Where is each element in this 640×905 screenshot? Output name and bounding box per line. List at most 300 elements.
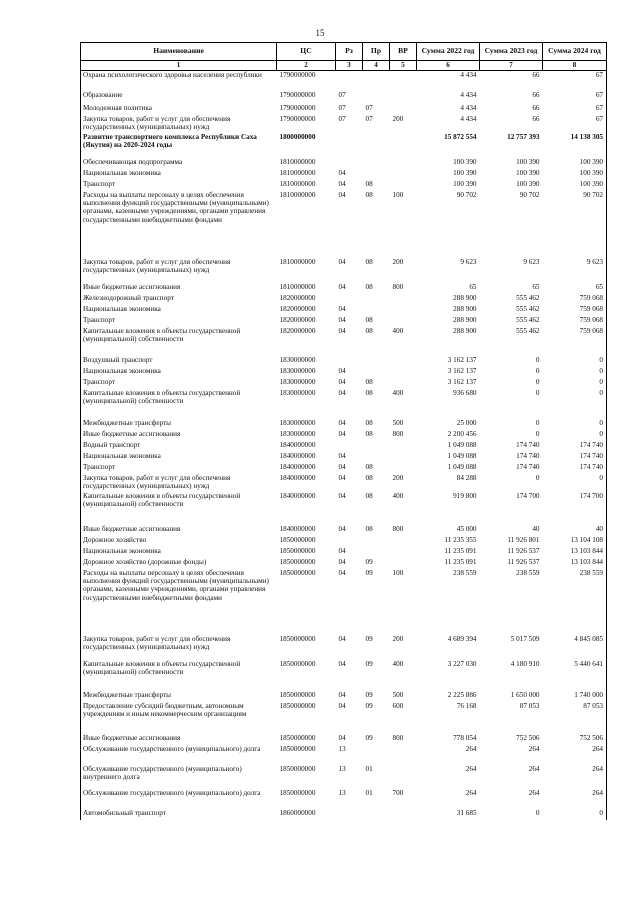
cell-sum-2024: 174 740: [543, 463, 607, 474]
cell-sum-2023: 264: [528, 764, 540, 773]
cell-vr: [390, 158, 417, 169]
column-number: 8: [543, 61, 607, 71]
cell-pr: 08: [365, 377, 373, 386]
table-row: [81, 158, 607, 169]
cell-name: Автомобильный транспорт: [81, 809, 277, 820]
cell-cs: 1810000000: [279, 257, 316, 266]
cell-pr: [363, 169, 390, 180]
table-row: [81, 789, 607, 809]
cell-cs: 1850000000: [279, 535, 316, 544]
cell-cs: 1820000000: [279, 304, 316, 313]
cell-name: Дорожное хозяйство: [81, 536, 277, 547]
cell-sum-2022: 3 162 137: [447, 355, 477, 364]
cell-cs: 1790000000: [279, 71, 316, 79]
table-row: [81, 452, 607, 463]
cell-sum-2022: 3 227 030: [447, 659, 477, 668]
cell-sum-2024: 0: [543, 430, 607, 441]
cell-pr: 08: [365, 282, 373, 291]
cell-sum-2023: 174 740: [516, 451, 540, 460]
cell-sum-2024: 1 740 000: [543, 691, 607, 702]
cell-sum-2023: 752 506: [516, 733, 540, 742]
table-row: [81, 356, 607, 367]
cell-pr: [363, 809, 390, 820]
cell-sum-2022: 264: [465, 788, 477, 797]
cell-rz: 04: [338, 524, 346, 533]
cell-name: Расходы на выплаты персоналу в целях обеспечения выполнения функций государственными (муниципальными) органами, казенными учреждениями, органами управления государственными внебюджетными фондами: [81, 569, 277, 635]
cell-pr: 07: [365, 103, 373, 112]
cell-sum-2023: 0: [535, 429, 540, 438]
cell-name: Закупка товаров, работ и услуг для обеспечения государственных (муниципальных) нужд: [81, 474, 277, 492]
table-row: [81, 547, 607, 558]
cell-sum-2024: 90 702: [543, 191, 607, 258]
cell-sum-2024: 67: [543, 104, 607, 115]
cell-name: Капитальные вложения в объекты государственной (муниципальной) собственности: [81, 660, 277, 691]
cell-sum-2022: 2 200 456: [447, 429, 477, 438]
cell-sum-2023: 0: [535, 366, 540, 375]
cell-sum-2024: 4 845 085: [543, 635, 607, 660]
cell-sum-2022: 11 235 355: [444, 535, 477, 544]
cell-sum-2024: 174 740: [543, 441, 607, 452]
cell-pr: 08: [365, 462, 373, 471]
cell-sum-2022: 288 900: [453, 326, 477, 335]
cell-name: Капитальные вложения в объекты государственной (муниципальной) собственности: [81, 389, 277, 419]
cell-rz: 04: [338, 568, 346, 577]
cell-rz: [336, 71, 363, 91]
cell-rz: 13: [338, 744, 346, 753]
cell-cs: 1800000000: [279, 132, 316, 141]
table-row: [81, 115, 607, 133]
header-row: [81, 43, 607, 61]
cell-cs: 1810000000: [279, 157, 316, 166]
cell-vr: [390, 180, 417, 191]
cell-vr: 500: [392, 690, 404, 699]
cell-sum-2023: 555 462: [516, 293, 540, 302]
cell-pr: [363, 356, 390, 367]
cell-cs: 1820000000: [279, 315, 316, 324]
cell-sum-2022: 1 049 088: [447, 462, 477, 471]
cell-cs: 1790000000: [279, 103, 316, 112]
table-row: [81, 536, 607, 547]
header-sum-2024: Сумма 2024 год: [543, 43, 607, 61]
cell-rz: [336, 536, 363, 547]
cell-sum-2022: 778 054: [453, 733, 477, 742]
cell-sum-2024: 14 138 305: [543, 133, 607, 158]
cell-pr: [363, 91, 390, 104]
cell-pr: 08: [365, 473, 373, 482]
cell-sum-2023: 9 623: [523, 257, 540, 266]
cell-sum-2022: 9 623: [460, 257, 477, 266]
cell-cs: 1840000000: [279, 491, 316, 500]
cell-rz: [336, 441, 363, 452]
cell-name: Транспорт: [81, 180, 277, 191]
cell-rz: 04: [338, 377, 346, 386]
cell-name: Транспорт: [81, 463, 277, 474]
cell-sum-2022: 1 049 088: [447, 440, 477, 449]
cell-sum-2022: 100 390: [453, 157, 477, 166]
cell-rz: 04: [338, 491, 346, 500]
cell-vr: [390, 91, 417, 104]
cell-name: Капитальные вложения в объекты государственной (муниципальной) собственности: [81, 327, 277, 356]
cell-cs: 1850000000: [279, 634, 316, 643]
cell-sum-2024: 752 506: [543, 734, 607, 745]
cell-pr: 08: [365, 179, 373, 188]
cell-rz: 04: [338, 179, 346, 188]
cell-rz: 04: [338, 388, 346, 397]
cell-rz: 04: [338, 315, 346, 324]
cell-name: Водный транспорт: [81, 441, 277, 452]
cell-sum-2022: 11 235 091: [444, 546, 477, 555]
table-row: [81, 635, 607, 660]
cell-rz: 04: [338, 557, 346, 566]
cell-cs: 1820000000: [279, 293, 316, 302]
cell-sum-2024: 0: [543, 809, 607, 820]
cell-cs: 1850000000: [279, 690, 316, 699]
cell-name: Закупка товаров, работ и услуг для обеспечения государственных (муниципальных) нужд: [81, 635, 277, 660]
cell-sum-2023: 90 702: [519, 190, 540, 199]
cell-name: Закупка товаров, работ и услуг для обеспечения государственных (муниципальных) нужд: [81, 115, 277, 133]
table-row: [81, 558, 607, 569]
cell-rz: 04: [338, 659, 346, 668]
cell-vr: [390, 356, 417, 367]
cell-sum-2023: 87 053: [519, 701, 540, 710]
cell-pr: 08: [365, 524, 373, 533]
cell-sum-2023: 40: [532, 524, 540, 533]
cell-sum-2023: 4 180 910: [510, 659, 540, 668]
cell-rz: 04: [338, 257, 346, 266]
cell-sum-2023: 65: [532, 282, 540, 291]
cell-sum-2023: 66: [532, 90, 540, 99]
cell-sum-2022: 264: [465, 744, 477, 753]
cell-sum-2024: 0: [543, 419, 607, 430]
cell-sum-2024: 13 103 844: [543, 558, 607, 569]
header-name: Наименование: [81, 43, 277, 61]
cell-rz: 13: [338, 788, 346, 797]
cell-pr: 08: [365, 326, 373, 335]
cell-sum-2023: 11 926 537: [507, 557, 540, 566]
cell-sum-2024: 0: [543, 356, 607, 367]
cell-rz: 04: [338, 168, 346, 177]
cell-rz: 04: [338, 190, 346, 199]
cell-cs: 1850000000: [279, 546, 316, 555]
cell-name: Национальная экономика: [81, 547, 277, 558]
cell-name: Расходы на выплаты персоналу в целях обеспечения выполнения функций государственными (муниципальными) органами, казенными учреждениями, органами управления государственными внебюджетными фондами: [81, 191, 277, 258]
cell-rz: 04: [338, 282, 346, 291]
cell-name: Межбюджетные трансферты: [81, 419, 277, 430]
cell-sum-2023: 100 390: [516, 157, 540, 166]
cell-sum-2023: 1 650 000: [510, 690, 540, 699]
cell-name: Иные бюджетные ассигнования: [81, 525, 277, 536]
page-number: 15: [315, 28, 325, 38]
table-row: [81, 180, 607, 191]
cell-sum-2024: 174 740: [543, 452, 607, 463]
cell-vr: [390, 463, 417, 474]
cell-sum-2022: 25 000: [456, 418, 477, 427]
column-number: 2: [277, 61, 336, 71]
cell-cs: 1850000000: [279, 701, 316, 710]
cell-pr: 09: [365, 701, 373, 710]
cell-sum-2024: 759 068: [543, 305, 607, 316]
cell-sum-2023: 12 757 393: [507, 132, 540, 141]
cell-sum-2022: 1 049 088: [447, 451, 477, 460]
cell-sum-2024: 5 440 641: [543, 660, 607, 691]
cell-sum-2024: 67: [543, 71, 607, 91]
cell-cs: 1790000000: [279, 90, 316, 99]
cell-vr: 700: [392, 788, 404, 797]
cell-vr: 400: [392, 326, 404, 335]
cell-pr: 08: [365, 190, 373, 199]
cell-cs: 1850000000: [279, 557, 316, 566]
table-row: [81, 419, 607, 430]
table-row: [81, 316, 607, 327]
cell-vr: [390, 367, 417, 378]
table-row: [81, 734, 607, 745]
cell-sum-2022: 919 800: [453, 491, 477, 500]
cell-pr: 08: [365, 257, 373, 266]
cell-sum-2024: 9 623: [543, 258, 607, 283]
cell-sum-2023: 174 740: [516, 462, 540, 471]
column-number-row: [81, 61, 607, 71]
cell-pr: 01: [365, 764, 373, 773]
table-row: [81, 133, 607, 158]
cell-sum-2022: 264: [465, 764, 477, 773]
cell-pr: 08: [365, 418, 373, 427]
cell-sum-2022: 15 872 554: [444, 132, 477, 141]
cell-sum-2022: 3 162 137: [447, 377, 477, 386]
cell-rz: 13: [338, 764, 346, 773]
cell-sum-2024: 0: [543, 389, 607, 419]
cell-sum-2022: 238 559: [453, 568, 477, 577]
table-row: [81, 169, 607, 180]
cell-sum-2023: 264: [528, 788, 540, 797]
cell-sum-2023: 0: [535, 377, 540, 386]
cell-sum-2023: 174 740: [516, 440, 540, 449]
cell-vr: [390, 71, 417, 91]
table-row: [81, 691, 607, 702]
cell-name: Воздушный транспорт: [81, 356, 277, 367]
cell-sum-2024: 0: [543, 378, 607, 389]
cell-cs: 1840000000: [279, 451, 316, 460]
cell-name: Обеспечивающая подпрограмма: [81, 158, 277, 169]
cell-name: Межбюджетные трансферты: [81, 691, 277, 702]
cell-sum-2023: 5 017 509: [510, 634, 540, 643]
table-row: [81, 745, 607, 765]
cell-name: Охрана психологического здоровья населения республики: [81, 71, 277, 91]
table-row: [81, 430, 607, 441]
header-rz: Рз: [336, 43, 363, 61]
cell-vr: [390, 745, 417, 765]
cell-sum-2024: 13 104 108: [543, 536, 607, 547]
cell-vr: 200: [392, 473, 404, 482]
cell-cs: 1850000000: [279, 659, 316, 668]
cell-vr: [390, 378, 417, 389]
cell-vr: [390, 547, 417, 558]
cell-rz: 07: [338, 103, 346, 112]
cell-sum-2023: 0: [535, 473, 540, 482]
cell-sum-2022: 4 434: [460, 103, 477, 112]
cell-pr: 08: [365, 429, 373, 438]
cell-sum-2024: 100 390: [543, 158, 607, 169]
table-row: [81, 809, 607, 820]
cell-sum-2023: 11 926 537: [507, 546, 540, 555]
cell-name: Национальная экономика: [81, 169, 277, 180]
column-number: 5: [390, 61, 417, 71]
cell-sum-2023: 174 700: [516, 491, 540, 500]
column-number: 3: [336, 61, 363, 71]
cell-cs: 1860000000: [279, 808, 316, 817]
cell-vr: 800: [392, 524, 404, 533]
cell-pr: 09: [365, 733, 373, 742]
cell-sum-2022: 288 900: [453, 304, 477, 313]
cell-cs: 1830000000: [279, 418, 316, 427]
cell-pr: [363, 367, 390, 378]
cell-sum-2022: 45 000: [456, 524, 477, 533]
cell-name: Железнодорожный транспорт: [81, 294, 277, 305]
cell-pr: 09: [365, 659, 373, 668]
cell-pr: [363, 71, 390, 91]
cell-pr: 08: [365, 491, 373, 500]
cell-cs: 1830000000: [279, 377, 316, 386]
table-row: [81, 283, 607, 294]
cell-pr: [363, 441, 390, 452]
cell-pr: 07: [365, 114, 373, 123]
cell-sum-2022: 4 434: [460, 114, 477, 123]
cell-sum-2023: 555 462: [516, 315, 540, 324]
cell-sum-2022: 936 680: [453, 388, 477, 397]
cell-pr: [363, 133, 390, 158]
cell-cs: 1830000000: [279, 366, 316, 375]
cell-rz: [336, 158, 363, 169]
table-row: [81, 702, 607, 734]
column-number: 6: [417, 61, 480, 71]
cell-pr: [363, 452, 390, 463]
cell-sum-2023: 100 390: [516, 168, 540, 177]
cell-sum-2024: 264: [543, 745, 607, 765]
cell-sum-2024: 759 068: [543, 294, 607, 305]
cell-name: Транспорт: [81, 316, 277, 327]
cell-vr: 600: [392, 701, 404, 710]
cell-sum-2024: 13 103 844: [543, 547, 607, 558]
cell-vr: 800: [392, 429, 404, 438]
cell-cs: 1840000000: [279, 462, 316, 471]
cell-sum-2023: 66: [532, 103, 540, 112]
cell-sum-2022: 11 235 091: [444, 557, 477, 566]
column-number: 7: [480, 61, 543, 71]
cell-vr: [390, 765, 417, 789]
cell-rz: 04: [338, 473, 346, 482]
cell-name: Национальная экономика: [81, 452, 277, 463]
cell-pr: 08: [365, 388, 373, 397]
table-row: [81, 474, 607, 492]
cell-sum-2023: 11 926 801: [507, 535, 540, 544]
cell-vr: 200: [392, 114, 404, 123]
cell-sum-2023: 0: [535, 388, 540, 397]
cell-name: Закупка товаров, работ и услуг для обеспечения государственных (муниципальных) нужд: [81, 258, 277, 283]
table-row: [81, 463, 607, 474]
cell-cs: 1850000000: [279, 568, 316, 577]
cell-rz: 04: [338, 690, 346, 699]
cell-name: Молодежная политика: [81, 104, 277, 115]
cell-sum-2024: 174 700: [543, 492, 607, 525]
cell-sum-2022: 100 390: [453, 168, 477, 177]
cell-sum-2024: 264: [543, 765, 607, 789]
header-cs: ЦС: [277, 43, 336, 61]
cell-rz: [336, 809, 363, 820]
cell-sum-2024: 264: [543, 789, 607, 809]
cell-sum-2023: 264: [528, 744, 540, 753]
table-row: [81, 294, 607, 305]
cell-sum-2023: 0: [535, 355, 540, 364]
cell-pr: 01: [365, 788, 373, 797]
table-row: [81, 191, 607, 258]
cell-vr: 400: [392, 491, 404, 500]
cell-pr: 09: [365, 690, 373, 699]
cell-vr: [390, 294, 417, 305]
cell-rz: 04: [338, 429, 346, 438]
cell-name: Образование: [81, 91, 277, 104]
cell-sum-2024: 67: [543, 115, 607, 133]
cell-sum-2022: 2 225 886: [447, 690, 477, 699]
cell-vr: 100: [392, 190, 404, 199]
cell-name: Обслуживание государственного (муниципального) внутреннего долга: [81, 765, 277, 789]
column-number: 4: [363, 61, 390, 71]
cell-name: Национальная экономика: [81, 305, 277, 316]
cell-rz: 04: [338, 304, 346, 313]
cell-sum-2024: 40: [543, 525, 607, 536]
cell-sum-2024: 67: [543, 91, 607, 104]
cell-pr: [363, 158, 390, 169]
cell-name: Иные бюджетные ассигнования: [81, 430, 277, 441]
cell-sum-2024: 65: [543, 283, 607, 294]
table-row: [81, 492, 607, 525]
header-vr: ВР: [390, 43, 417, 61]
cell-sum-2022: 3 162 137: [447, 366, 477, 375]
table-row: [81, 367, 607, 378]
cell-vr: 200: [392, 634, 404, 643]
cell-cs: 1840000000: [279, 440, 316, 449]
cell-cs: 1790000000: [279, 114, 316, 123]
cell-rz: 04: [338, 418, 346, 427]
cell-name: Дорожное хозяйство (дорожные фонды): [81, 558, 277, 569]
cell-sum-2022: 65: [469, 282, 477, 291]
cell-pr: [363, 547, 390, 558]
cell-name: Предоставление субсидий бюджетным, автономным учреждениям и иным некоммерческим организациям: [81, 702, 277, 734]
cell-vr: 800: [392, 282, 404, 291]
table-row: [81, 71, 607, 91]
cell-cs: 1820000000: [279, 326, 316, 335]
cell-rz: 04: [338, 634, 346, 643]
table-row: [81, 569, 607, 635]
table-row: [81, 91, 607, 104]
table-row: [81, 305, 607, 316]
cell-vr: [390, 104, 417, 115]
cell-cs: 1830000000: [279, 388, 316, 397]
cell-vr: 800: [392, 733, 404, 742]
table-row: [81, 525, 607, 536]
column-number: 1: [81, 61, 277, 71]
cell-vr: 100: [392, 568, 404, 577]
cell-sum-2024: 238 559: [543, 569, 607, 635]
cell-sum-2023: 66: [532, 114, 540, 123]
cell-vr: [390, 809, 417, 820]
cell-rz: 04: [338, 733, 346, 742]
table-row: [81, 765, 607, 789]
cell-vr: 400: [392, 659, 404, 668]
cell-rz: 07: [338, 114, 346, 123]
cell-cs: 1850000000: [279, 744, 316, 753]
cell-pr: [363, 305, 390, 316]
table-row: [81, 660, 607, 691]
table-row: [81, 441, 607, 452]
